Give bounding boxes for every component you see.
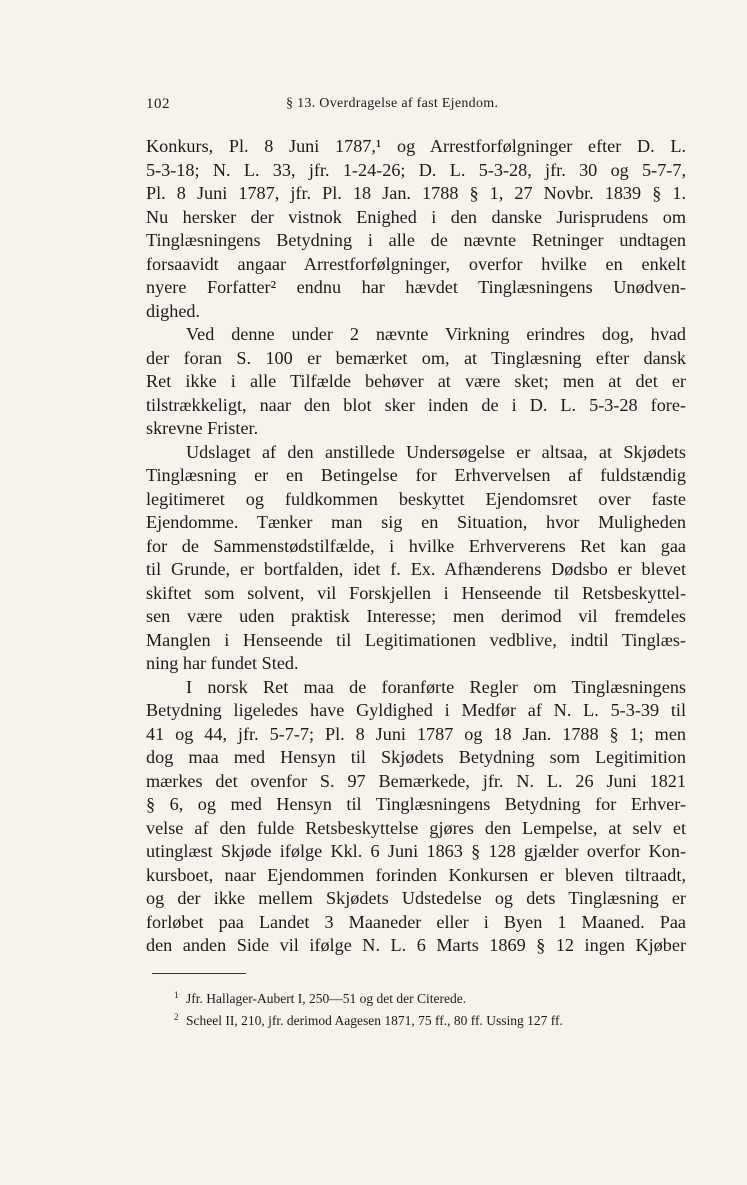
text-line: utinglæst Skjøde ifølge Kkl. 6 Juni 1863 § 128 gjælder overfor Kon- bbox=[146, 841, 686, 861]
text-line: 41 og 44, jfr. 5-7-7; Pl. 8 Juni 1787 og 18 Jan. 1788 § 1; men bbox=[146, 723, 686, 744]
text-line: Betydning ligeledes have Gyldighed i Medfør af N. L. 5-3-39 til bbox=[146, 700, 686, 720]
text-line: Nu hersker der vistnok Enighed i den danske Jurisprudens om bbox=[146, 206, 686, 227]
text-line: Tinglæsning er en Betingelse for Erhvervelsen af fuldstændig bbox=[146, 465, 686, 485]
section-title: § 13. Overdragelse af fast Ejendom. bbox=[286, 96, 499, 111]
text-line: dog maa med Hensyn til Skjødets Betydning som Legitimition bbox=[146, 747, 686, 767]
text-line: ning har fundet Sted. bbox=[146, 653, 299, 673]
text-line: skrevne Frister. bbox=[146, 418, 259, 438]
footnote-text: Jfr. Hallager-Aubert I, 250—51 og det der Citerede. bbox=[186, 991, 467, 1006]
text-line: I norsk Ret maa de foranførte Regler om Tinglæsningens bbox=[186, 676, 686, 697]
text-line: § 6, og med Hensyn til Tinglæsningens Betydning for Erhver- bbox=[146, 794, 686, 814]
text-line: der foran S. 100 er bemærket om, at Tinglæsning efter dansk bbox=[146, 347, 686, 368]
text-line: Ejendomme. Tænker man sig en Situation, hvor Muligheden bbox=[146, 512, 686, 532]
text-line: Manglen i Henseende til Legitimationen vedblive, indtil Tinglæs- bbox=[146, 629, 686, 650]
text-line: tilstrækkeligt, naar den blot sker inden de i D. L. 5-3-28 fore- bbox=[146, 394, 686, 415]
text-line: 5-3-18; N. L. 33, jfr. 1-24-26; D. L. 5-3-28, jfr. 30 og 5-7-7, bbox=[146, 159, 686, 180]
text-line: skiftet som solvent, vil Forskjellen i Henseende til Retsbeskyttel- bbox=[146, 582, 686, 603]
text-line: Ved denne under 2 nævnte Virkning erindres dog, hvad bbox=[186, 324, 686, 344]
text-line: forsaavidt angaar Arrestforfølgninger, overfor hvilke en enkelt bbox=[146, 253, 686, 274]
text-line: nyere Forfatter² endnu har hævdet Tinglæsningens Unødven- bbox=[146, 277, 686, 297]
footnote-mark: 2 bbox=[174, 1012, 179, 1022]
text-line: velse af den fulde Retsbeskyttelse gjøres den Lempelse, at selv et bbox=[146, 817, 686, 838]
text-line: og der ikke mellem Skjødets Udstedelse og dets Tinglæsning er bbox=[146, 888, 686, 908]
text-line: kursboet, naar Ejendommen forinden Konkursen er bleven tiltraadt, bbox=[146, 864, 686, 885]
text-line: Ret ikke i alle Tilfælde behøver at være sket; men at det er bbox=[146, 371, 686, 391]
text-line: for de Sammenstødstilfælde, i hvilke Erhververens Ret kan gaa bbox=[146, 535, 686, 556]
text-line: forløbet paa Landet 3 Maaneder eller i Byen 1 Maaned. Paa bbox=[146, 911, 686, 932]
text-line: dighed. bbox=[146, 300, 201, 321]
text-line: den anden Side vil ifølge N. L. 6 Marts 1869 § 12 ingen Kjøber bbox=[146, 935, 686, 955]
body-text bbox=[146, 135, 686, 958]
text-line: mærkes det ovenfor S. 97 Bemærkede, jfr. N. L. 26 Juni 1821 bbox=[146, 770, 686, 791]
footnote-mark: 1 bbox=[174, 990, 179, 1000]
text-line: til Grunde, er bortfalden, idet f. Ex. Afhænderens Dødsbo er blevet bbox=[146, 559, 686, 579]
page-number: 102 bbox=[146, 96, 170, 112]
text-line: legitimeret og fuldkommen beskyttet Ejendomsret over faste bbox=[146, 488, 686, 509]
footnote bbox=[174, 988, 696, 1010]
text-line: sen være uden praktisk Interesse; men derimod vil fremdeles bbox=[146, 606, 686, 626]
text-line: Konkurs, Pl. 8 Juni 1787,¹ og Arrestforfølgninger efter D. L. bbox=[146, 136, 686, 156]
footnote bbox=[174, 1010, 696, 1032]
footnotes bbox=[174, 988, 696, 1032]
text-line: Udslaget af den anstillede Undersøgelse er altsaa, at Skjødets bbox=[186, 441, 686, 462]
text-line: Tinglæsningens Betydning i alle de nævnte Retninger undtagen bbox=[146, 230, 686, 250]
footnote-divider bbox=[152, 973, 246, 974]
running-head bbox=[146, 96, 691, 118]
footnote-text: Scheel II, 210, jfr. derimod Aagesen 1871, 75 ff., 80 ff. Ussing 127 ff. bbox=[186, 1013, 563, 1028]
text-line: Pl. 8 Juni 1787, jfr. Pl. 18 Jan. 1788 § 1, 27 Novbr. 1839 § 1. bbox=[146, 183, 686, 203]
